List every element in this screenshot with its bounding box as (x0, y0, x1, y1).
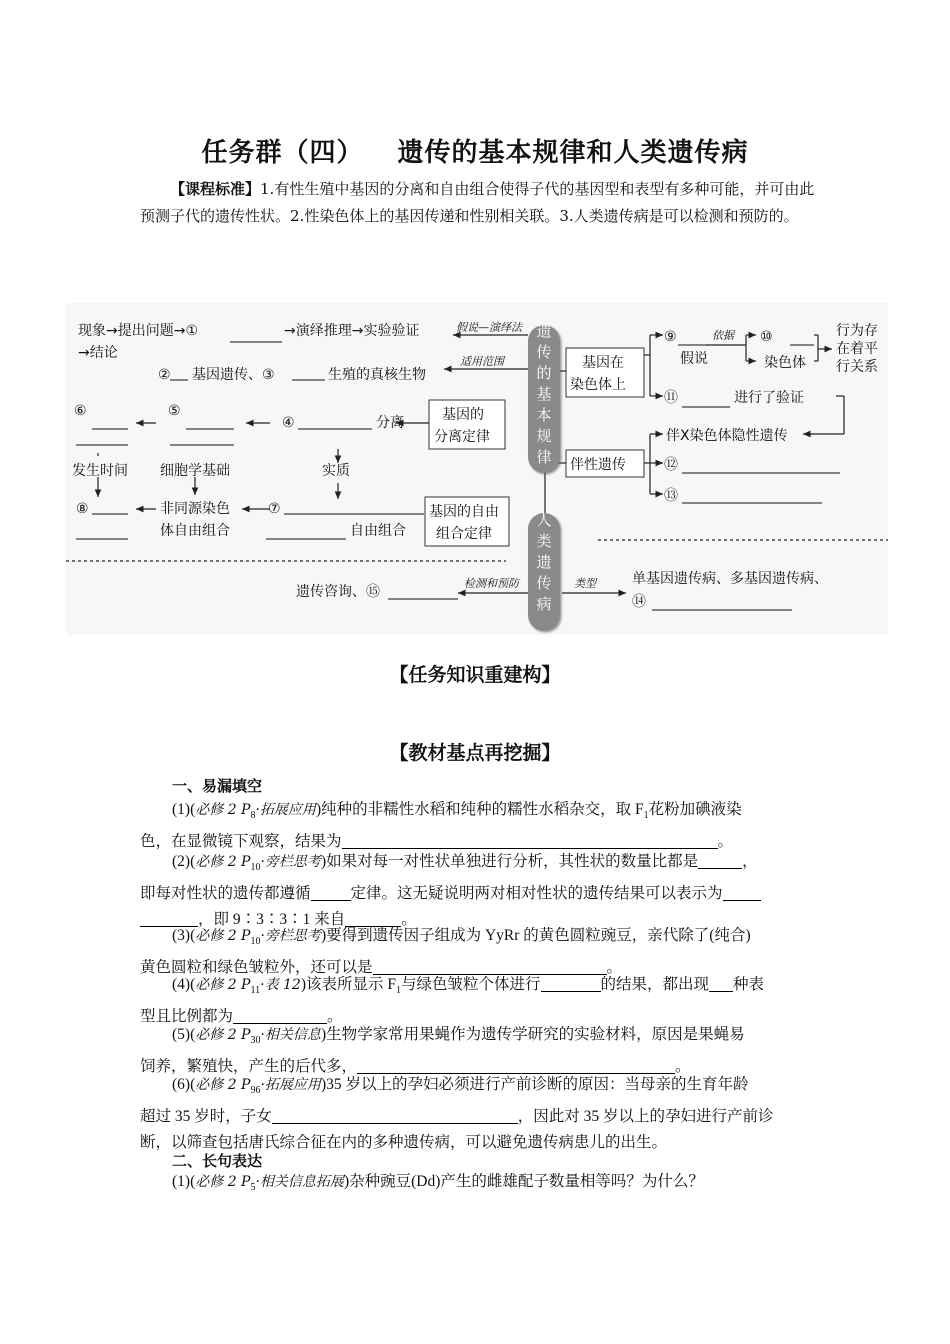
blank[interactable] (541, 973, 601, 992)
n7: ⑦ (268, 501, 281, 517)
scope-3: 生殖的真核生物 (328, 367, 426, 383)
question-1: (1)(必修 2 $P_8\cdot$拓展应用)纯种的非糯性水稻和纯种的糯性水稻杂交，取 $F_1$花粉加碘液染 色，在显微镜下观察，结果为 。 (140, 801, 742, 851)
hypothesis: 假说 (680, 351, 708, 367)
n6: ⑥ (74, 403, 87, 419)
verified: 进行了验证 (734, 390, 804, 406)
question-3: (3)(必修 2 $P_{10}\cdot$旁栏思考)要得到遗传因子组成为 YyRr 的黄色圆粒豌豆，亲代除了(纯合) 黄色圆粒和绿色皱粒外，还可以是 。 (140, 927, 751, 977)
standard-text: 1.有性生殖中基因的分离和自由组合使得子代的基因型和表型有多种可能，并可由此预测子代的遗传性状。2.性染色体上的基因传递和性别相关联。3.人类遗传病是可以检测和预防的。 (140, 180, 815, 225)
n14: ⑭ (632, 594, 646, 610)
box-combination-line2: 组合定律 (436, 526, 492, 542)
title-main: 任务群（四） (201, 138, 364, 168)
x-recessive: 伴X染色体隐性遗传 (666, 428, 788, 444)
question-5: (5)(必修 2 $P_{30}\cdot$相关信息)生物学家常用果蝇作为遗传学研究的实验材料，原因是果蝇易 饲养，繁殖快，产生的后代多， 。 (140, 1026, 745, 1076)
n13: ⑬ (664, 488, 678, 504)
method-3: →结论 (78, 345, 118, 361)
center-label-disease: 人类遗传病 (536, 511, 552, 613)
blank[interactable] (342, 830, 718, 849)
question-6: (6)(必修 2 $P_{96}\cdot$拓展应用)35 岁以上的孕妇必须进行产前诊断的原因：当母亲的生育年龄 超过 35 岁时，子女 ，因此对 35 岁以上的孕妇进行产前诊 断，以筛查包括唐氏综合征在内的多种遗传病，可以避免遗传病患儿的出生。 (140, 1076, 774, 1152)
chromosome: 染色体 (764, 355, 806, 371)
parallel-line2: 在着平 (836, 341, 878, 357)
blank[interactable] (272, 1105, 518, 1124)
n9: ⑨ (664, 329, 677, 345)
question-2: (2)(必修 2 $P_{10}\cdot$旁栏思考)如果对每一对性状单独进行分析，其性状的数量比都是 ， 即每对性状的遗传都遵循 定律。这无疑说明两对相对性状的遗传结果可以表示为 ，即 9∶3∶3∶1 来自 。 (140, 849, 815, 933)
genetic-consultation: 遗传咨询、⑮ (296, 584, 380, 600)
box-chromosome-line1: 基因在 (582, 355, 624, 371)
scope-1: ② (158, 367, 171, 383)
arrow-label-types: 类型 (574, 577, 596, 590)
occurrence-time: 发生时间 (72, 463, 128, 479)
blank[interactable] (311, 882, 351, 901)
course-standard (140, 176, 820, 230)
part2-heading: 二、长句表达 (172, 1152, 263, 1170)
n11: ⑪ (664, 390, 678, 406)
standard-label: 【课程标准】 (170, 180, 261, 198)
page-title (0, 132, 950, 169)
title-sub: 遗传的基本规律和人类遗传病 (397, 138, 749, 168)
sex-linked: 伴性遗传 (570, 457, 626, 473)
nonhomologous-line2: 体自由组合 (160, 523, 230, 539)
box-combination-line1: 基因的自由 (429, 504, 499, 520)
box-separation-line2: 分离定律 (434, 429, 490, 445)
blank[interactable] (709, 973, 733, 992)
arrow-label-detect: 检测和预防 (464, 577, 519, 590)
scope-2: 基因遗传、③ (192, 367, 275, 383)
long-question-1: (1)(必修 2 $P_5\cdot$相关信息拓展)杂种豌豆(Dd)产生的雌雄配子数量相等吗？为什么？ (172, 1173, 704, 1194)
center-label-inheritance: 遗传的基本规律 (536, 322, 552, 466)
method-2: →演绎推理→实验验证 (284, 323, 420, 339)
method-1: 现象→提出问题→① (78, 323, 199, 339)
n8: ⑧ (76, 501, 89, 517)
arrow-label-basis: 依据 (712, 329, 734, 342)
concept-map (66, 303, 888, 635)
cytology-basis: 细胞学基础 (160, 463, 230, 479)
n5: ⑤ (168, 403, 181, 419)
parallel-line3: 行关系 (836, 359, 878, 375)
heading-textbook: 【教材基点再挖掘】 (389, 742, 561, 764)
nonhomologous-line1: 非同源染色 (160, 501, 230, 517)
blank[interactable] (698, 850, 742, 869)
box-chromosome-line2: 染色体上 (570, 377, 626, 393)
heading-reconstruct: 【任务知识重建构】 (389, 664, 561, 686)
box-separation-line1: 基因的 (442, 407, 484, 423)
arrow-label-method: 假说—演绎法 (456, 321, 522, 334)
center-pill-disease (528, 513, 560, 631)
parallel-line1: 行为存 (836, 323, 878, 339)
separation-label: 分离 (376, 415, 404, 431)
blank[interactable] (723, 882, 761, 901)
free-combination: 自由组合 (350, 523, 406, 539)
n12: ⑫ (664, 457, 678, 473)
question-4: (4)(必修 2 $P_{11}\cdot$表 12)该表所显示 $F_1$与绿色皱粒个体进行 的结果，都出现 种表 型且比例都为 。 (140, 972, 815, 1030)
n4: ④ (282, 415, 295, 431)
essence: 实质 (322, 463, 350, 479)
arrow-label-scope: 适用范围 (460, 355, 504, 368)
single-multi-gene: 单基因遗传病、多基因遗传病、 (632, 571, 828, 587)
n10: ⑩ (760, 329, 773, 345)
part1-heading: 一、易漏填空 (172, 777, 263, 795)
